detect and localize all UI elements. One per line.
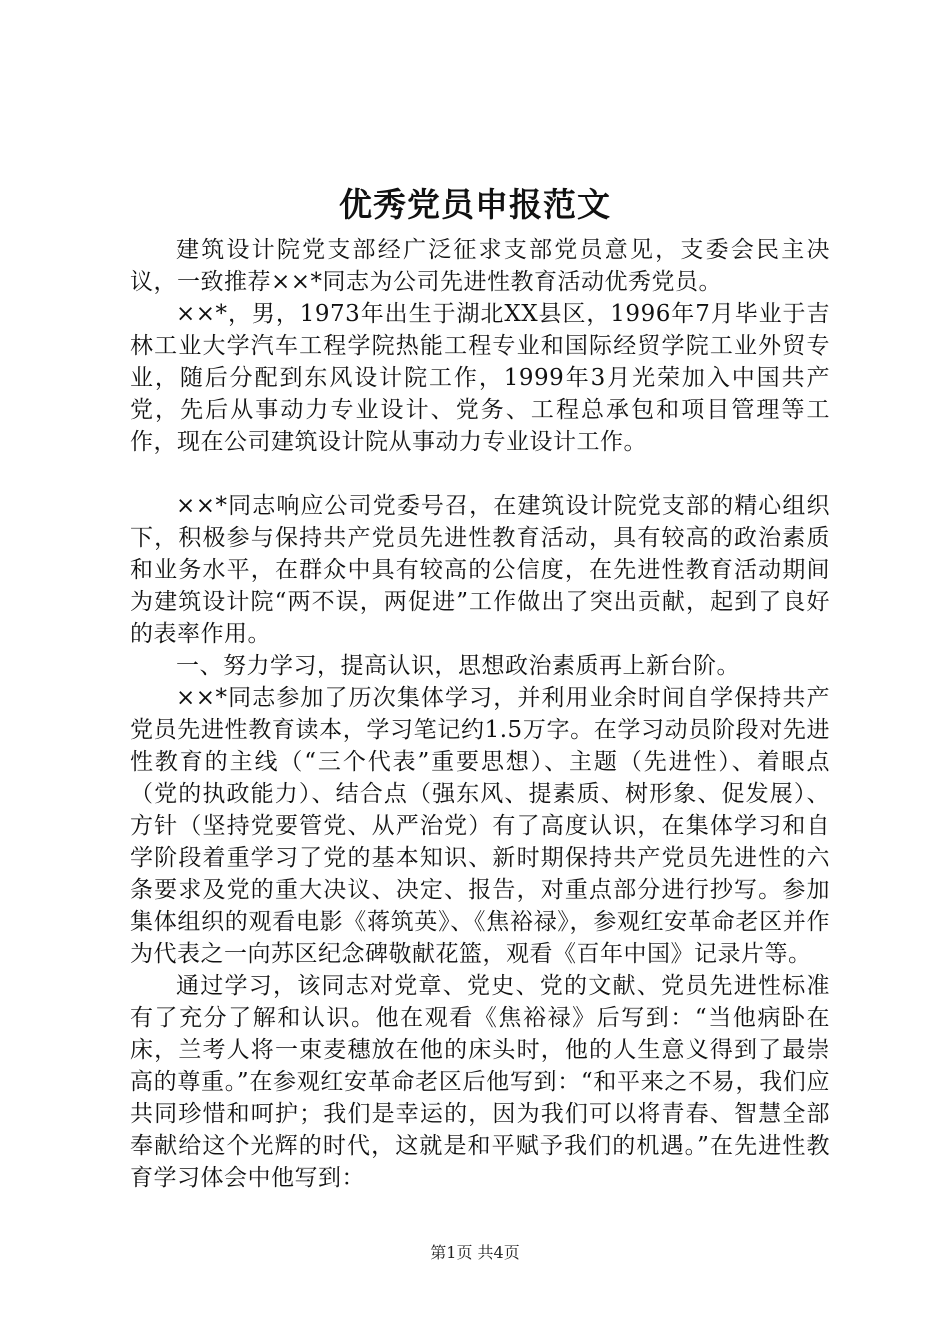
document-body: [130, 234, 830, 1194]
paragraph-study: ××*同志参加了历次集体学习，并利用业余时间自学保持共产党员先进性教育读本，学习笔记约1.5万字。在学习动员阶段对先进性教育的主线（“三个代表”重要思想）、主题（先进性）、着眼点（党的执政能力）、结合点（强东风、提素质、树形象、促发展）、方针（坚持党要管党、从严治党）有了高度认识，在集体学习和自学阶段着重学习了党的基本知识、新时期保持共产党员先进性的六条要求及党的重大决议、决定、报告，对重点部分进行抄写。参加集体组织的观看电影《蒋筑英》、《焦裕禄》，参观红安革命老区并作为代表之一向苏区纪念碑敬献花篮，观看《百年中国》记录片等。: [130, 685, 830, 967]
paragraph-response: ××*同志响应公司党委号召，在建筑设计院党支部的精心组织下，积极参与保持共产党员先进性教育活动，具有较高的政治素质和业务水平，在群众中具有较高的公信度，在先进性教育活动期间为建筑设计院“两不误，两促进”工作做出了突出贡献，起到了良好的表率作用。: [130, 493, 830, 647]
page-footer: 第1页 共4页: [430, 1243, 520, 1262]
paragraph-reflection: 通过学习，该同志对党章、党史、党的文献、党员先进性标准有了充分了解和认识。他在观看《焦裕禄》后写到：“当他病卧在床，兰考人将一束麦穗放在他的床头时，他的人生意义得到了最崇高的尊重。”在参观红安革命老区后他写到：“和平来之不易，我们应共同珍惜和呵护；我们是幸运的，因为我们可以将青春、智慧全部奉献给这个光辉的时代，这就是和平赋予我们的机遇。”在先进性教育学习体会中他写到：: [130, 973, 830, 1191]
document-title: 优秀党员申报范文: [339, 185, 611, 224]
paragraph-recommendation: 建筑设计院党支部经广泛征求支部党员意见，支委会民主决议，一致推荐××*同志为公司先进性教育活动优秀党员。: [130, 237, 830, 295]
paragraph-biography: ××*，男，1973年出生于湖北XX县区，1996年7月毕业于吉林工业大学汽车工程学院热能工程专业和国际经贸学院工业外贸专业，随后分配到东风设计院工作，1999年3月光荣加入中国共产党，先后从事动力专业设计、党务、工程总承包和项目管理等工作，现在公司建筑设计院从事动力专业设计工作。: [130, 301, 830, 455]
section-heading-study: 一、努力学习，提高认识，思想政治素质再上新台阶。: [176, 653, 740, 679]
